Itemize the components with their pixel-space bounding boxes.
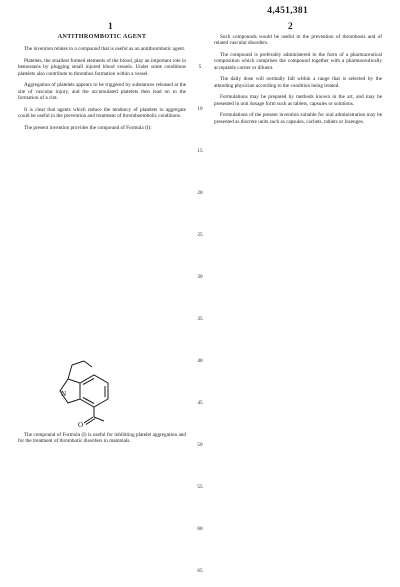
right-paragraph: The daily dose will normally fall within a range that is selected by the attending physician according to the condition being treated. (214, 76, 382, 89)
line-number: 35 (197, 316, 203, 322)
left-column (18, 34, 186, 136)
line-number: 65 (197, 568, 203, 574)
left-paragraph: The present invention provides the compound of Formula (I): (24, 124, 152, 131)
line-number: 15 (197, 148, 203, 154)
left-paragraph: The compound of Formula (I) is useful for inhibiting platelet aggregation and for the treatment of thrombotic disorders in mammals. (18, 432, 186, 445)
line-number: 5 (198, 64, 202, 70)
benzene-ring (80, 375, 108, 407)
left-paragraph: The invention relates to a compound that is useful as an antithrombotic agent. (24, 46, 186, 53)
line-number: 25 (197, 232, 203, 238)
line-number: 30 (197, 274, 203, 280)
left-lower-text (18, 432, 186, 450)
line-number: 60 (197, 526, 203, 532)
line-number: 50 (197, 442, 203, 448)
right-paragraph: The compound is preferably administered in the form of a pharmaceutical composition which comprises the compound together with a pharmaceutically acceptable carrier or diluent. (214, 51, 382, 71)
left-paragraph: Platelets, the smallest formed elements of the blood, play an important role in hemostasis by plugging small injured blood vessels. Under some conditions platelets also contribute to thrombus formation within a vessel. (18, 57, 186, 77)
line-number: 45 (197, 400, 203, 406)
nitrogen-label: N (61, 390, 67, 398)
oxygen-label: O (78, 421, 84, 428)
column-number-left: 1 (108, 22, 113, 32)
left-paragraph: It is clear that agents which reduce the tendency of platelets to aggregate could be useful in the prevention and treatment of thromboembolic conditions. (18, 106, 186, 120)
line-number: 10 (197, 106, 203, 112)
line-number: 20 (197, 190, 203, 196)
line-number: 55 (197, 484, 203, 490)
right-column (214, 34, 382, 130)
right-paragraph: Formulations may be prepared by methods known in the art, and may be presented in unit dosage form such as tablets, capsules or solutions. (214, 94, 382, 107)
chemical-structure (50, 353, 130, 428)
column-number-right: 2 (288, 22, 293, 32)
line-number: 40 (197, 358, 203, 364)
left-paragraph: Aggregation of platelets appears to be triggered by substances released at the site of vascular injury, and the accumulated platelets then lead on to the formation of a clot. (18, 82, 186, 102)
right-paragraph: Formulations of the present invention suitable for oral administration may be presented as discrete units such as capsules, cachets, tablets or lozenges. (214, 112, 382, 125)
patent-number: 4,451,381 (267, 6, 308, 16)
right-paragraph: Such compounds would be useful in the prevention of thrombosis and of related vascular disorders. (214, 34, 382, 47)
document-title: ANTITHROMBOTIC AGENT (57, 33, 147, 40)
